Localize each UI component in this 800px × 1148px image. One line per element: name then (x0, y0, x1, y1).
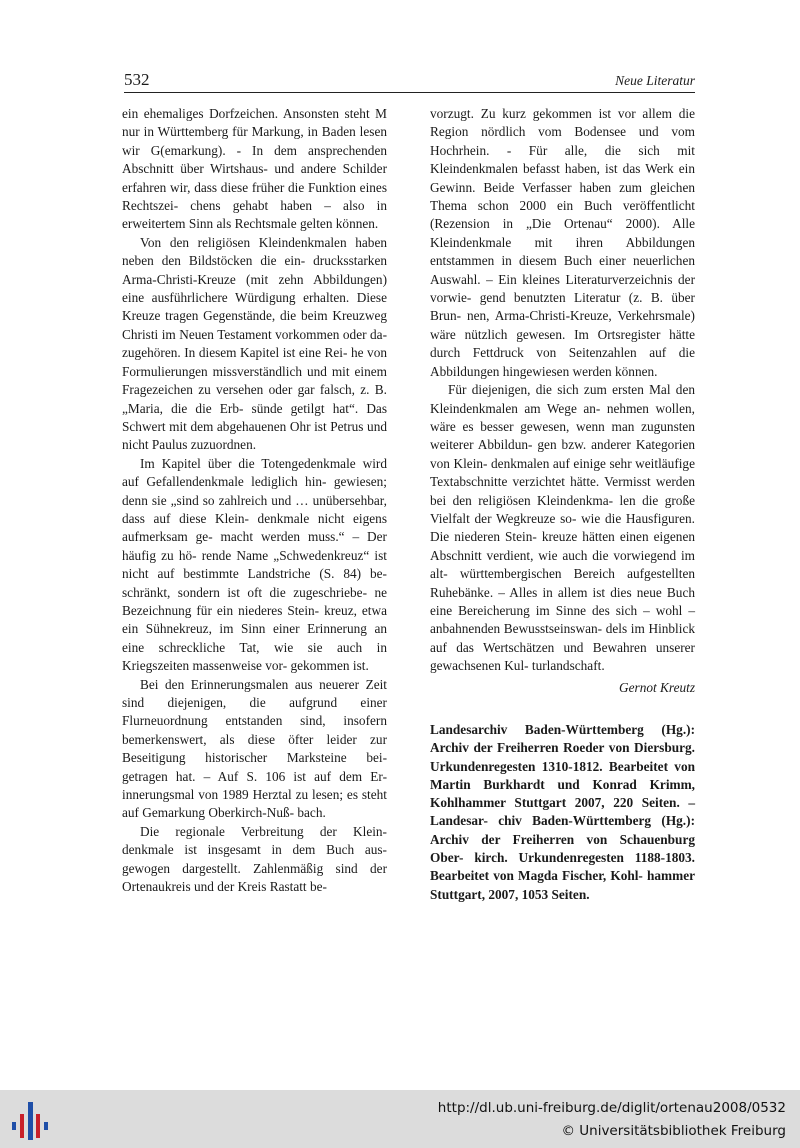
paragraph: Von den religiösen Kleindenkmalen haben neben den Bildstöcken die ein- drucksstarken Arma-Christi-Kreuze (mit zehn Abbildungen) eine ausführlichere Würdigung erhalten. Diese Kreuze tragen Gegenstände, die beim Kreuzweg Christi im Neuen Testament vorkommen oder da- zugehören. In diesem Kapitel ist eine Rei- he von Formulierungen missverständlich und mit einem Fragezeichen zu versehen oder gar falsch, z. B. „Maria, die die Erb- sünde getilgt hat“. Das Schwert mit dem abgehauenen Ohr ist Petrus und nicht Paulus zuzuordnen. (122, 234, 387, 453)
paragraph: Bei den Erinnerungsmalen aus neuerer Zeit sind diejenigen, die aufgrund einer Flurneuordnung entstanden sind, insofern bemerkenswert, als diese öfter leider zur Beseitigung historischer Marksteine bei- getragen hat. – Auf S. 106 ist auf dem Er- innerungsmal von 1989 Herztal zu lesen; es steht auf Gemarkung Oberkirch-Nuß- bach. (122, 676, 387, 821)
source-url-link[interactable]: http://dl.ub.uni-freiburg.de/diglit/ortenau2008/0532 (437, 1100, 786, 1116)
paragraph: vorzugt. Zu kurz gekommen ist vor allem die Region nördlich vom Bodensee und vom Hochrhein. - Für alle, die sich mit Kleindenkmalen befasst haben, ist das Werk ein Gewinn. Beide Verfasser haben zum gleichen Thema schon 2000 ein Buch veröffentlicht (Rezension in „Die Ortenau“ 2000). Alle Kleindenkmale mit ihren Abbildungen entstammen in diesem Buch einer neuerlichen Auswahl. – Ein kleines Literaturverzeichnis der vorwie- gend benutzten Literatur (z. B. über Brun- nen, Arma-Christi-Kreuze, Verkehrsmale) wäre nützlich gewesen. Im Ortsregister hätte durch Fettdruck von Seitenzahlen auf die Abbildungen hingewiesen werden können. (430, 106, 695, 379)
left-column (122, 105, 387, 896)
reviewer-signature: Gernot Kreutz (619, 679, 695, 695)
page-number: 532 (124, 70, 150, 89)
paragraph: Die regionale Verbreitung der Klein- denkmale ist insgesamt in dem Buch aus- gewogen dargestellt. Zahlenmäßig sind der Ortenaukreis und der Kreis Rastatt be- (122, 823, 387, 895)
running-title: Neue Literatur (615, 73, 695, 88)
copyright-notice: © Universitätsbibliothek Freiburg (561, 1123, 786, 1139)
page-header (124, 70, 695, 93)
library-logo-icon (8, 1098, 54, 1144)
paragraph: Für diejenigen, die sich zum ersten Mal den Kleindenkmalen am Wege an- nehmen wollen, wäre es besser gewesen, wenn man zugunsten weiterer Abbildun- gen bzw. anderer Kategorien von Klein- denkmalen auf einige sehr weitläufige Textabschnitte verzichtet hätte. Vermisst werden bei den religiösen Kleindenkma- len die große Vielfalt der Wegkreuze so- wie die Hausfiguren. Die niederen Stein- kreuze hätten einen eigenen Abschnitt verdient, wie auch die vorwiegend im alt- württembergischen Bereich aufgestellten Ruhebänke. – Alles in allem ist dies neue Buch eine Bereicherung im Sinne des sich – wohl – anbahnenden Bewusstseinswan- dels im Hinblick auf das Wertschätzen und Bewahren unserer gewachsenen Kul- turlandschaft. (430, 382, 695, 674)
footer-bar (0, 1090, 800, 1148)
right-column (430, 105, 695, 904)
review-book-heading: Landesarchiv Baden-Württemberg (Hg.): Archiv der Freiherren Roeder von Diersburg. Urkundenregesten 1310-1812. Bearbeitet von Martin Burkhardt und Konrad Krimm, Kohlhammer Stuttgart 2007, 220 Seiten. – Landesar- chiv Baden-Württemberg (Hg.): Archiv der Freiherren von Schauenburg Ober- kirch. Urkundenregesten 1188-1803. Bearbeitet von Magda Fischer, Kohl- hammer Stuttgart, 2007, 1053 Seiten. (430, 722, 695, 902)
paragraph: Im Kapitel über die Totengedenkmale wird auf Gefallendenkmale lediglich hin- gewiesen; denn sie „sind so zahlreich und … unübersehbar, dass auf diese Klein- denkmale nicht eigens aufmerksam ge- macht werden muss.“ – Der häufig zu hö- rende Name „Schwedenkreuz“ ist nicht auf bestimmte Landstriche (S. 84) be- schränkt, sondern ist oft die zugeschriebe- ne Bezeichnung für ein niederes Stein- kreuz, etwa ein Sühnekreuz, im Sinn einer Erinnerung an eine schreckliche Tat, wie sie auch in Kriegszeiten massenweise vor- gekommen ist. (122, 455, 387, 674)
paragraph: ein ehemaliges Dorfzeichen. Ansonsten steht M nur in Württemberg für Markung, in Baden lesen wir G(emarkung). - In dem ansprechenden Abschnitt über Wirtshaus- und andere Schilder erfahren wir, dass diese früher die Funktion eines Rechtszei- chens gehabt haben – also in erweitertem Sinn als Rechtsmale gelten können. (122, 106, 387, 232)
